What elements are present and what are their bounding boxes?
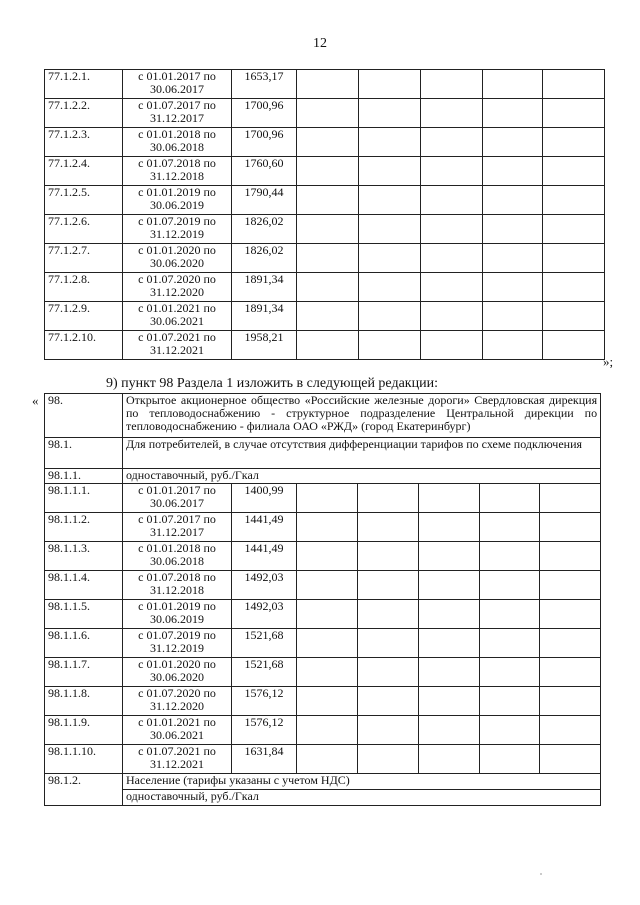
period-start: с 01.01.2020 по	[138, 657, 216, 671]
subgroup-description: одноставочный, руб./Гкал	[123, 469, 601, 484]
row-period	[123, 99, 232, 128]
empty-cell	[297, 745, 358, 774]
row-value: 1521,68	[232, 658, 297, 687]
empty-cell	[421, 331, 483, 360]
row-value: 1891,34	[232, 273, 297, 302]
tariff-row	[45, 484, 601, 513]
period-end: 30.06.2018	[150, 140, 204, 154]
empty-cell	[540, 571, 601, 600]
empty-cell	[421, 99, 483, 128]
row-code: 77.1.2.6.	[45, 215, 123, 244]
row-value: 1492,03	[232, 600, 297, 629]
empty-cell	[297, 99, 359, 128]
page-number: 12	[313, 36, 327, 51]
empty-cell	[480, 600, 540, 629]
empty-cell	[421, 273, 483, 302]
row-period	[123, 302, 232, 331]
empty-cell	[359, 331, 421, 360]
row-period	[123, 273, 232, 302]
empty-cell	[540, 716, 601, 745]
period-start: с 01.01.2021 по	[138, 715, 216, 729]
period-end: 30.06.2020	[150, 256, 204, 270]
empty-cell	[483, 273, 543, 302]
row-value: 1400,99	[232, 484, 297, 513]
empty-cell	[297, 658, 358, 687]
empty-cell	[297, 513, 358, 542]
empty-cell	[483, 186, 543, 215]
period-end: 31.12.2021	[150, 343, 204, 357]
period-start: с 01.07.2019 по	[138, 214, 216, 228]
group-code: 98.1.	[45, 438, 123, 469]
empty-cell	[540, 687, 601, 716]
empty-cell	[359, 215, 421, 244]
row-value: 1700,96	[232, 99, 297, 128]
tariff-row	[45, 128, 605, 157]
tariff-row	[45, 716, 601, 745]
empty-cell	[480, 658, 540, 687]
org-code: 98.	[45, 394, 123, 438]
section-heading: 9) пункт 98 Раздела 1 изложить в следующей редакции:	[106, 376, 438, 391]
period-end: 30.06.2019	[150, 612, 204, 626]
row-code: 77.1.2.8.	[45, 273, 123, 302]
empty-cell	[359, 244, 421, 273]
empty-cell	[358, 658, 419, 687]
tariff-row	[45, 215, 605, 244]
empty-cell	[543, 157, 605, 186]
empty-cell	[480, 745, 540, 774]
tariff-row	[45, 302, 605, 331]
period-start: с 01.07.2017 по	[138, 98, 216, 112]
period-start: с 01.01.2017 по	[138, 483, 216, 497]
period-end: 31.12.2017	[150, 525, 204, 539]
row-period	[123, 70, 232, 99]
org-description: Открытое акционерное общество «Российские железные дороги» Свердловская дирекция по тепловодоснабжению - структурное подразделение Центральной дирекции по тепловодоснабжению - филиала ОАО «РЖД» (город Екатеринбург)	[123, 394, 601, 438]
empty-cell	[419, 687, 480, 716]
period-start: с 01.07.2020 по	[138, 272, 216, 286]
empty-cell	[297, 331, 359, 360]
tariff-row	[45, 658, 601, 687]
empty-cell	[480, 629, 540, 658]
empty-cell	[540, 745, 601, 774]
row-value: 1790,44	[232, 186, 297, 215]
empty-cell	[540, 513, 601, 542]
empty-cell	[480, 484, 540, 513]
row-code: 98.1.1.5.	[45, 600, 123, 629]
empty-cell	[358, 687, 419, 716]
row-code: 98.1.1.2.	[45, 513, 123, 542]
row-code: 98.1.1.8.	[45, 687, 123, 716]
row-period	[123, 600, 232, 629]
row-period	[123, 157, 232, 186]
empty-cell	[419, 658, 480, 687]
tariff-row	[45, 629, 601, 658]
empty-cell	[480, 513, 540, 542]
row-period	[123, 186, 232, 215]
empty-cell	[543, 99, 605, 128]
row-value: 1760,60	[232, 157, 297, 186]
tariff-row	[45, 157, 605, 186]
empty-cell	[421, 302, 483, 331]
empty-cell	[483, 331, 543, 360]
row-period	[123, 687, 232, 716]
population-row	[45, 774, 601, 790]
empty-cell	[421, 157, 483, 186]
empty-cell	[358, 716, 419, 745]
row-value: 1653,17	[232, 70, 297, 99]
row-period	[123, 244, 232, 273]
row-value: 1958,21	[232, 331, 297, 360]
row-period	[123, 745, 232, 774]
empty-cell	[297, 571, 358, 600]
row-period	[123, 484, 232, 513]
period-end: 30.06.2020	[150, 670, 204, 684]
row-code: 98.1.1.9.	[45, 716, 123, 745]
period-end: 30.06.2019	[150, 198, 204, 212]
row-code: 98.1.1.6.	[45, 629, 123, 658]
org-row	[45, 394, 601, 438]
period-start: с 01.01.2017 по	[138, 69, 216, 83]
empty-cell	[359, 157, 421, 186]
row-period	[123, 658, 232, 687]
empty-cell	[297, 542, 358, 571]
empty-cell	[358, 484, 419, 513]
empty-cell	[419, 513, 480, 542]
empty-cell	[421, 186, 483, 215]
group-description: Для потребителей, в случае отсутствия дифференциации тарифов по схеме подключения	[123, 438, 601, 469]
row-code: 98.1.1.7.	[45, 658, 123, 687]
empty-cell	[359, 273, 421, 302]
empty-cell	[543, 244, 605, 273]
closing-quote: »;	[603, 354, 614, 369]
row-value: 1441,49	[232, 513, 297, 542]
row-value: 1700,96	[232, 128, 297, 157]
empty-cell	[480, 571, 540, 600]
empty-cell	[359, 70, 421, 99]
empty-cell	[358, 542, 419, 571]
empty-cell	[480, 542, 540, 571]
empty-cell	[421, 215, 483, 244]
population-code: 98.1.2.	[45, 774, 123, 806]
row-period	[123, 542, 232, 571]
empty-cell	[540, 658, 601, 687]
empty-cell	[297, 186, 359, 215]
tariff-row	[45, 687, 601, 716]
empty-cell	[359, 128, 421, 157]
row-period	[123, 571, 232, 600]
tariff-row	[45, 513, 601, 542]
tariff-row	[45, 273, 605, 302]
tariff-row	[45, 745, 601, 774]
period-end: 30.06.2017	[150, 82, 204, 96]
row-period	[123, 215, 232, 244]
period-end: 30.06.2021	[150, 728, 204, 742]
period-end: 31.12.2018	[150, 583, 204, 597]
empty-cell	[297, 484, 358, 513]
tariff-row	[45, 186, 605, 215]
empty-cell	[359, 186, 421, 215]
empty-cell	[419, 629, 480, 658]
period-start: с 01.07.2018 по	[138, 156, 216, 170]
tariff-row	[45, 99, 605, 128]
empty-cell	[297, 244, 359, 273]
row-period	[123, 331, 232, 360]
subgroup-row	[45, 469, 601, 484]
period-start: с 01.01.2019 по	[138, 185, 216, 199]
tariff-table-98	[44, 393, 601, 806]
group-row	[45, 438, 601, 469]
tariff-row	[45, 70, 605, 99]
row-period	[123, 513, 232, 542]
row-value: 1826,02	[232, 215, 297, 244]
empty-cell	[483, 244, 543, 273]
empty-cell	[483, 70, 543, 99]
row-code: 77.1.2.3.	[45, 128, 123, 157]
empty-cell	[358, 600, 419, 629]
empty-cell	[359, 99, 421, 128]
empty-cell	[419, 745, 480, 774]
empty-cell	[419, 716, 480, 745]
period-end: 30.06.2017	[150, 496, 204, 510]
row-value: 1441,49	[232, 542, 297, 571]
empty-cell	[421, 244, 483, 273]
empty-cell	[480, 687, 540, 716]
empty-cell	[483, 99, 543, 128]
period-end: 31.12.2019	[150, 641, 204, 655]
tariff-row	[45, 542, 601, 571]
empty-cell	[297, 716, 358, 745]
period-start: с 01.01.2019 по	[138, 599, 216, 613]
population-description: Население (тарифы указаны с учетом НДС)	[123, 774, 601, 790]
row-value: 1891,34	[232, 302, 297, 331]
row-value: 1576,12	[232, 687, 297, 716]
period-start: с 01.07.2021 по	[138, 744, 216, 758]
empty-cell	[480, 716, 540, 745]
row-value: 1826,02	[232, 244, 297, 273]
empty-cell	[359, 302, 421, 331]
empty-cell	[297, 215, 359, 244]
period-end: 31.12.2020	[150, 699, 204, 713]
period-start: с 01.01.2018 по	[138, 127, 216, 141]
empty-cell	[297, 157, 359, 186]
empty-cell	[419, 600, 480, 629]
empty-cell	[419, 484, 480, 513]
empty-cell	[297, 128, 359, 157]
row-code: 98.1.1.4.	[45, 571, 123, 600]
empty-cell	[421, 128, 483, 157]
period-end: 31.12.2021	[150, 757, 204, 771]
empty-cell	[483, 128, 543, 157]
empty-cell	[543, 331, 605, 360]
period-start: с 01.07.2021 по	[138, 330, 216, 344]
row-code: 98.1.1.1.	[45, 484, 123, 513]
empty-cell	[297, 629, 358, 658]
period-end: 31.12.2018	[150, 169, 204, 183]
empty-cell	[297, 273, 359, 302]
empty-cell	[483, 215, 543, 244]
tariff-table-77	[44, 69, 605, 360]
empty-cell	[483, 157, 543, 186]
row-period	[123, 716, 232, 745]
period-end: 30.06.2018	[150, 554, 204, 568]
period-start: с 01.07.2019 по	[138, 628, 216, 642]
empty-cell	[543, 128, 605, 157]
scan-speck	[540, 873, 542, 875]
period-end: 31.12.2019	[150, 227, 204, 241]
row-period	[123, 629, 232, 658]
empty-cell	[297, 687, 358, 716]
row-code: 77.1.2.7.	[45, 244, 123, 273]
empty-cell	[297, 302, 359, 331]
population-subrow	[45, 790, 601, 806]
empty-cell	[540, 484, 601, 513]
row-period	[123, 128, 232, 157]
population-rate-type: одноставочный, руб./Гкал	[123, 790, 601, 806]
row-value: 1576,12	[232, 716, 297, 745]
period-end: 31.12.2020	[150, 285, 204, 299]
period-end: 30.06.2021	[150, 314, 204, 328]
empty-cell	[421, 70, 483, 99]
row-code: 77.1.2.9.	[45, 302, 123, 331]
row-code: 77.1.2.5.	[45, 186, 123, 215]
period-start: с 01.07.2020 по	[138, 686, 216, 700]
empty-cell	[358, 629, 419, 658]
row-code: 77.1.2.4.	[45, 157, 123, 186]
empty-cell	[419, 542, 480, 571]
row-code: 77.1.2.1.	[45, 70, 123, 99]
row-code: 98.1.1.3.	[45, 542, 123, 571]
row-code: 77.1.2.10.	[45, 331, 123, 360]
tariff-row	[45, 331, 605, 360]
empty-cell	[543, 273, 605, 302]
row-value: 1492,03	[232, 571, 297, 600]
row-value: 1521,68	[232, 629, 297, 658]
tariff-row	[45, 571, 601, 600]
period-start: с 01.01.2018 по	[138, 541, 216, 555]
empty-cell	[540, 600, 601, 629]
row-code: 98.1.1.10.	[45, 745, 123, 774]
empty-cell	[540, 629, 601, 658]
tariff-row	[45, 244, 605, 273]
period-start: с 01.01.2020 по	[138, 243, 216, 257]
empty-cell	[297, 70, 359, 99]
empty-cell	[543, 302, 605, 331]
subgroup-code: 98.1.1.	[45, 469, 123, 484]
empty-cell	[419, 571, 480, 600]
empty-cell	[358, 571, 419, 600]
empty-cell	[543, 215, 605, 244]
empty-cell	[543, 186, 605, 215]
period-start: с 01.01.2021 по	[138, 301, 216, 315]
tariff-row	[45, 600, 601, 629]
empty-cell	[297, 600, 358, 629]
empty-cell	[358, 513, 419, 542]
row-value: 1631,84	[232, 745, 297, 774]
period-start: с 01.07.2017 по	[138, 512, 216, 526]
period-start: с 01.07.2018 по	[138, 570, 216, 584]
empty-cell	[543, 70, 605, 99]
opening-quote: «	[32, 393, 39, 408]
period-end: 31.12.2017	[150, 111, 204, 125]
empty-cell	[358, 745, 419, 774]
empty-cell	[540, 542, 601, 571]
row-code: 77.1.2.2.	[45, 99, 123, 128]
empty-cell	[483, 302, 543, 331]
